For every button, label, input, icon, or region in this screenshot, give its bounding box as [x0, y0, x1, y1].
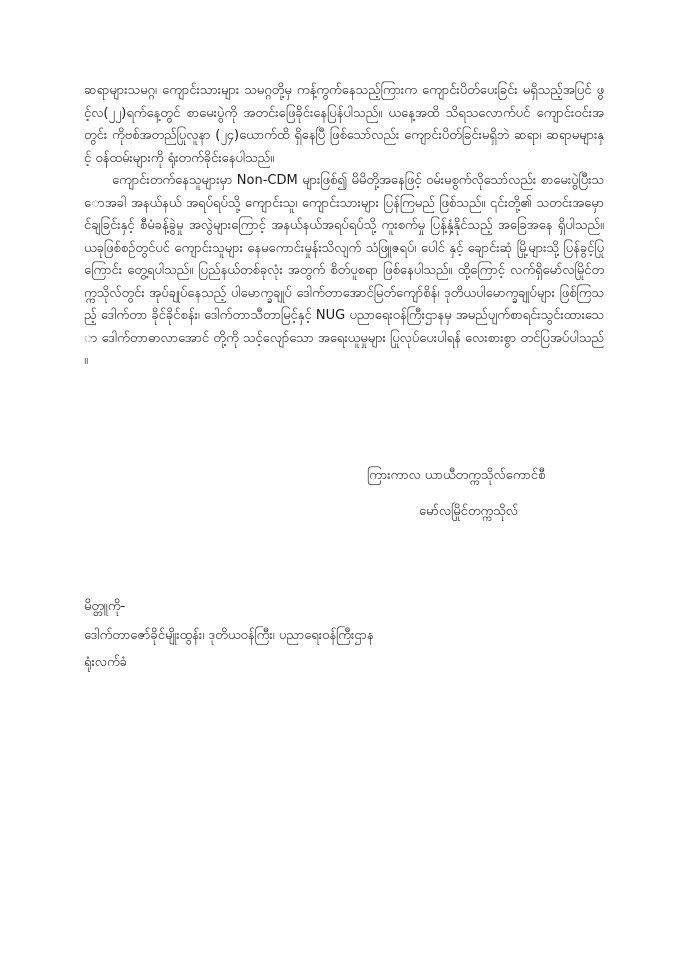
signature-university: မော်လမြိုင်တက္ကသိုလ်	[419, 504, 518, 519]
paragraph-2: ကျောင်းတက်နေသူများမှာ Non-CDM များဖြစ်၍ မိမိတို့အနေဖြင့် ဝမ်းမစွက်လိုသော်လည်း စာမေးပွဲပြီးသောအခါ အနယ်နယ် အရပ်ရပ်သို့ ကျောင်းသူ၊ ကျောင်းသားများ ပြန်ကြမည် ဖြစ်သည်။ ၎င်းတို့၏ သတင်းအမှောင်ချခြင်းနှင့် စီမံခန့်ခွဲမှု အလွဲများကြောင့် အနယ်နယ်အရပ်ရပ်သို့ ကူးစက်မှု ပြန့်နှံ့နိုင်သည့် အခြေအနေ ရှိပါသည်။ ယခုဖြစ်စဉ်တွင်ပင် ကျောင်းသူများ နေမကောင်းမှုန်းသိလျက် သံဖြူဇရပ်၊ ပေါင် နှင့် ချောင်းဆုံ မြို့များသို့ ပြန်ခွင့်ပြုကြောင်း တွေ့ရပါသည်။ ပြည်နယ်တစ်ခုလုံး အတွက် စိတ်ပူစရာ ဖြစ်နေပါသည်။ ထို့ကြောင့် လက်ရှိမော်လမြိုင်တက္ကသိုလ်တွင်း အုပ်ချုပ်နေသည့် ပါမောက္ခချုပ် ဒေါက်တာအောင်မြတ်ကျော်စိန်၊ ဒုတိယပါမောက္ခချုပ်များ ဖြစ်ကြသည့် ဒေါက်တာ ခိုင်ခိုင်စန်း၊ ဒေါက်တာသီတာမြင့်နှင့် NUG ပညာရေးဝန်ကြီးဌာနမှ အမည်ပျက်စာရင်းသွင်းထားသော ဒေါက်တာဓာလာအောင် တို့ကို သင့်လျော်သော အရေးယူမှုများ ပြုလုပ်ပေးပါရန် လေးစားစွာ တင်ပြအပ်ပါသည်။	[84, 173, 604, 368]
signature-council: ကြားကာလ ယာယီတက္ကသိုလ်ကောင်စီ	[367, 468, 546, 483]
cc-recipient-2: ရုံးလက်ခံ	[84, 655, 127, 670]
paragraph-1: ဆရာများသမဂ္ဂ၊ ကျောင်းသားများ သမဂ္ဂတို့မှ ကန့်ကွက်နေသည့်ကြားက ကျောင်းပိတ်ပေးခြင်း မရှိသည့်အပြင် ဖွင့်လ(၂၂)ရက်နေ့တွင် စာမေးပွဲကို အတင်းဖြေခိုင်းနေပြန်ပါသည်။ ယနေ့အထိ သိရသလောက်ပင် ကျောင်းဝင်းအတွင်း ကိုဗစ်အတည်ပြုလူနာ (၂၄)ယောက်ထိ ရှိနေပြီ ဖြစ်သော်လည်း ကျောင်းပိတ်ခြင်းမရှိဘဲ ဆရာ၊ ဆရာမများနှင့် ဝန်ထမ်းများကို ရုံးတက်ခိုင်းနေပါသည်။	[84, 83, 604, 166]
cc-recipient-1: ဒေါက်တာဇော်ခိုင်မျိုးထွန်း၊ ဒုတိယဝန်ကြီး၊ ပညာရေးဝန်ကြီးဌာန	[84, 628, 374, 643]
letter-body	[84, 80, 604, 373]
cc-label: မိတ္တူကို-	[84, 599, 126, 614]
